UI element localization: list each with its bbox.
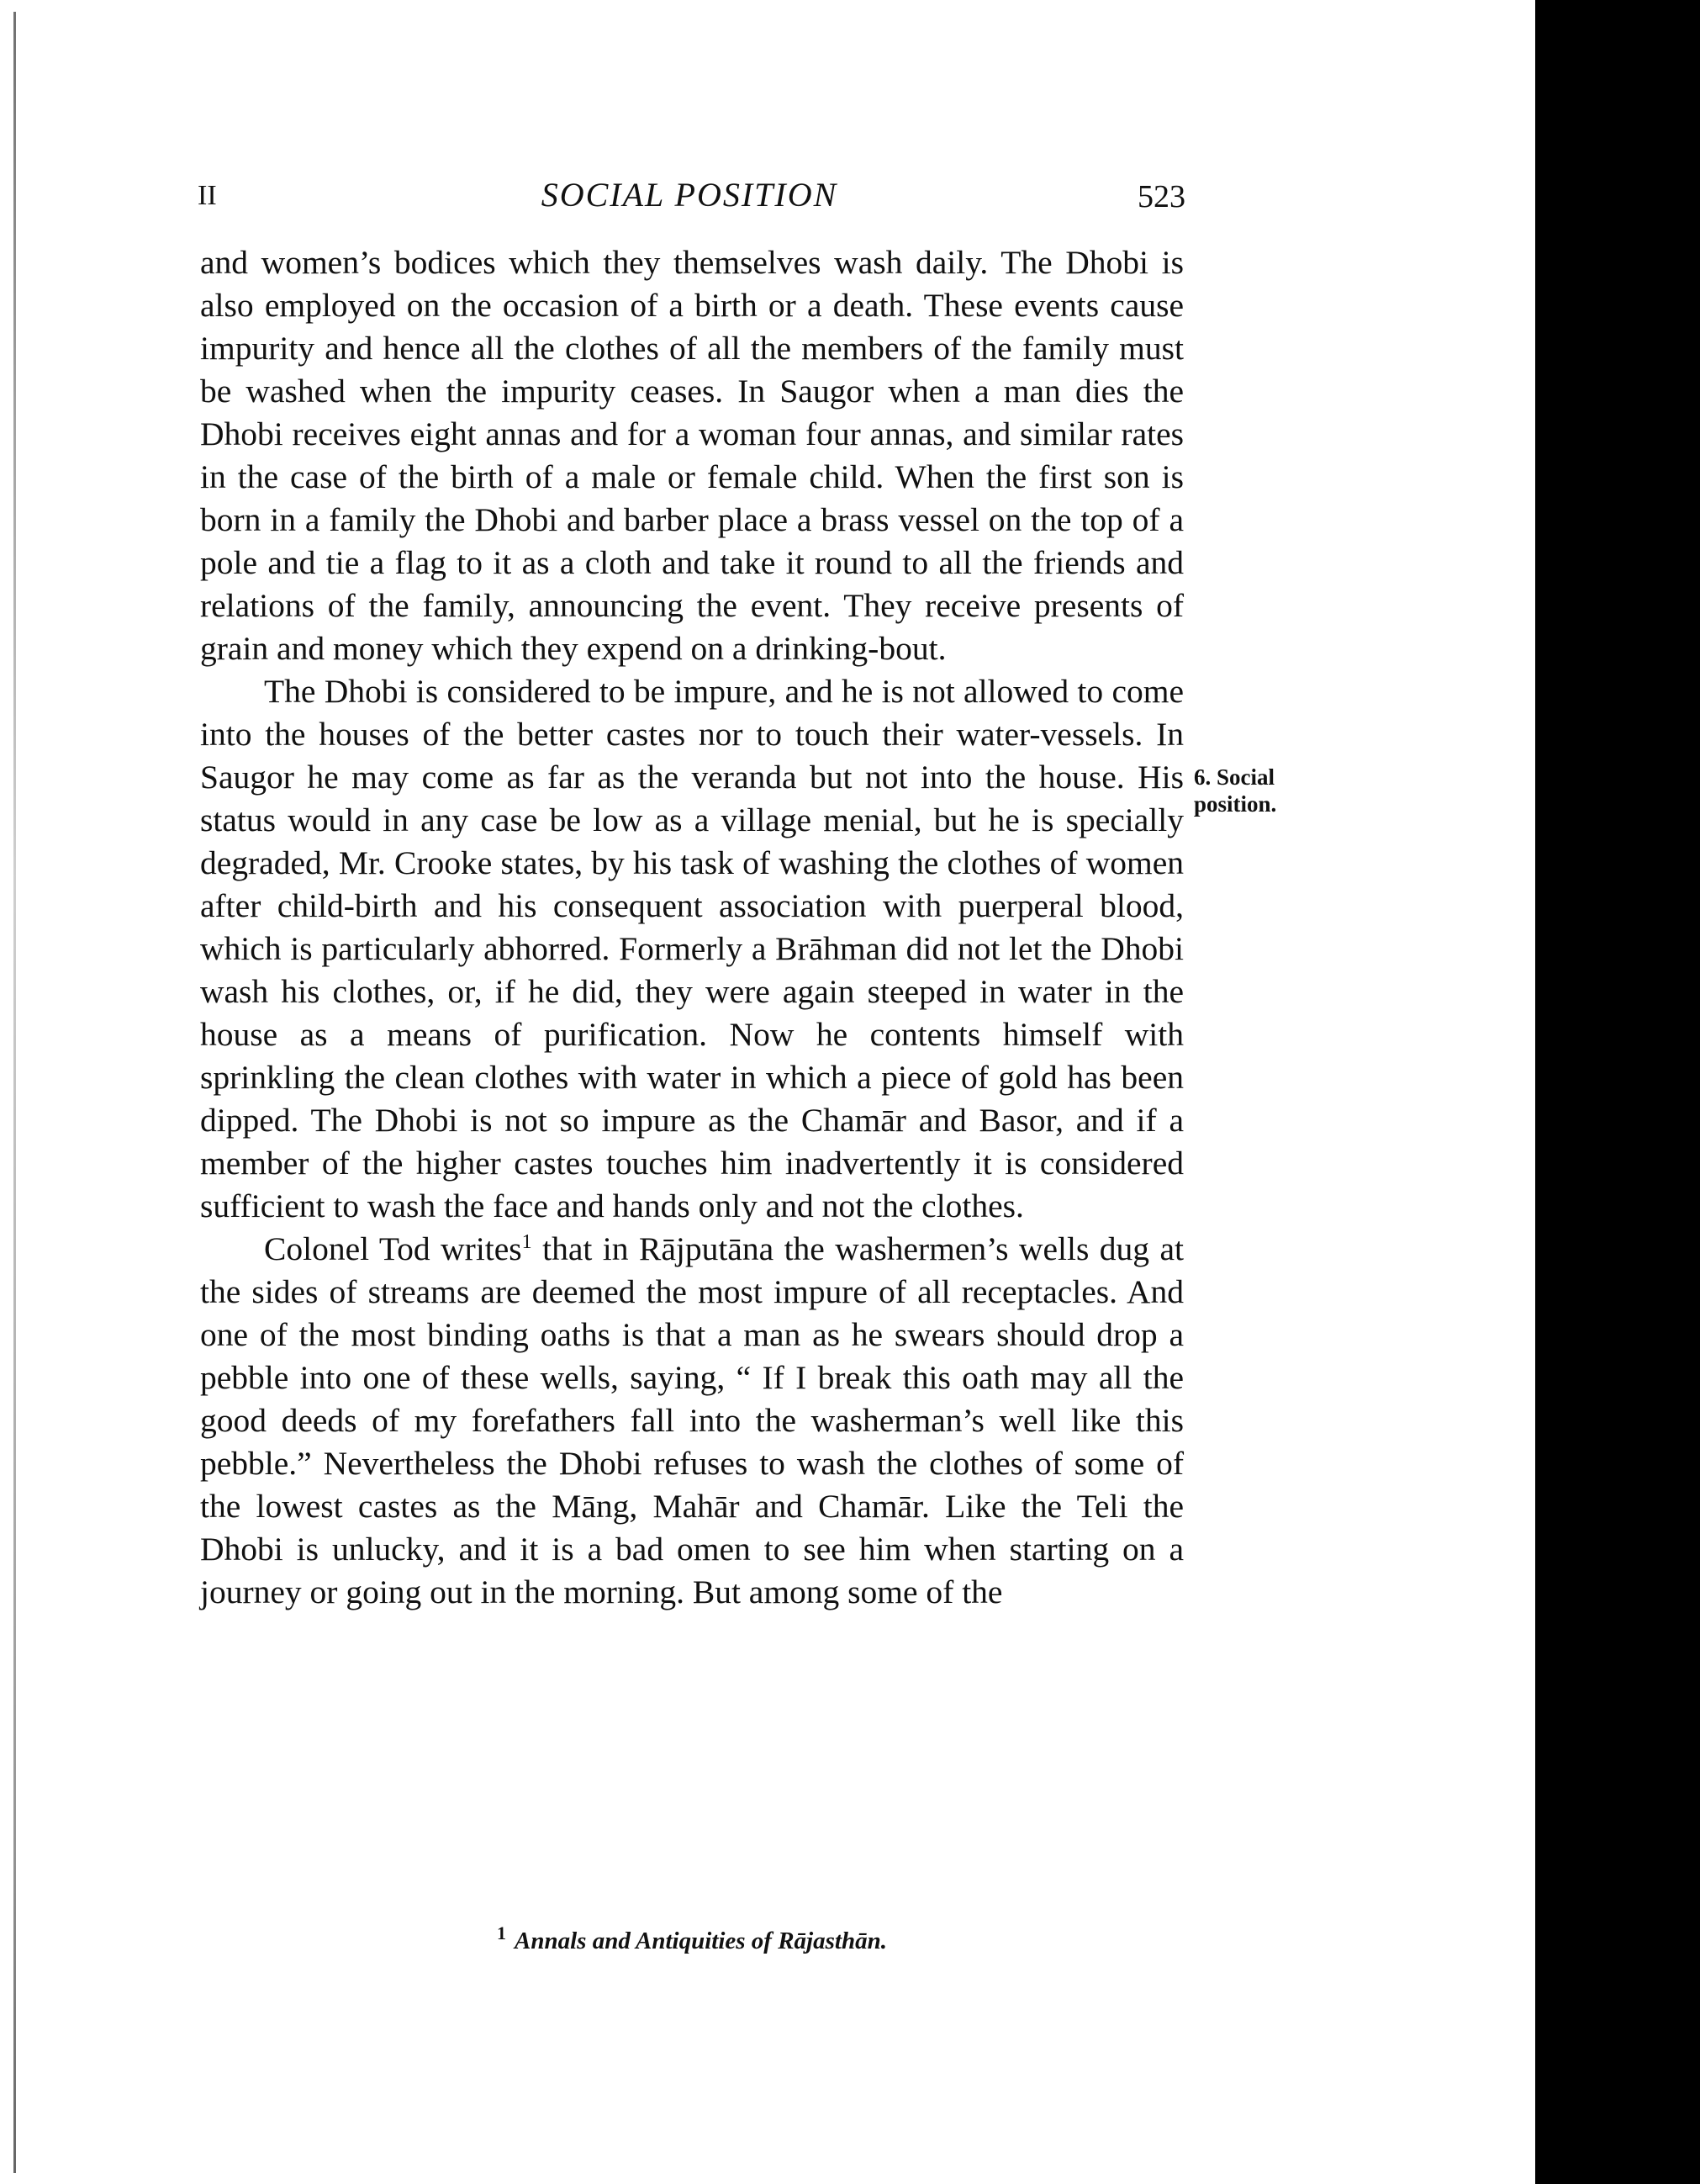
body-text bbox=[200, 241, 1184, 1614]
paragraph-1: and women’s bodices which they themselves wash daily. The Dhobi is also employed on the occasion of a birth or a death. These events cause impurity and hence all the clothes of all the members of the family must be washed when the impurity ceases. In Saugor when a man dies the Dhobi receives eight annas and for a woman four annas, and similar rates in the case of the birth of a male or female child. When the first son is born in a family the Dhobi and barber place a brass vessel on the top of a pole and tie a flag to it as a cloth and take it round to all the friends and relations of the family, announcing the event. They receive presents of grain and money which they expend on a drinking-bout. bbox=[200, 244, 1184, 667]
footnote-text: Annals and Antiquities of Rājasthān. bbox=[515, 1928, 887, 1954]
margin-sidenote: 6. Social position. bbox=[1194, 764, 1277, 817]
paragraph-2: The Dhobi is considered to be impure, and he is not allowed to come into the houses of the better castes nor to touch their water-vessels. In Saugor he may come as far as the veranda but not into the house. His status would in any case be low as a village menial, but he is specially degraded, Mr. Crooke states, by his task of washing the clothes of women after child-birth and his consequent association with puerperal blood, which is particularly abhorred. Formerly a Brāhman did not let the Dhobi wash his clothes, or, if he did, they were again steeped in water in the house as a means of purification. Now he contents himself with sprinkling the clean clothes with water in which a piece of gold has been dipped. The Dhobi is not so impure as the Chamār and Basor, and if a member of the higher castes touches him inadvertently it is considered sufficient to wash the face and hands only and not the clothes. bbox=[200, 673, 1184, 1224]
paragraph-3-start: Colonel Tod writes bbox=[264, 1230, 522, 1267]
page-title: SOCIAL POSITION bbox=[541, 176, 838, 214]
footnote bbox=[200, 1922, 1184, 1955]
footnote-mark: 1 bbox=[497, 1922, 507, 1944]
page-number: 523 bbox=[1138, 179, 1185, 214]
paragraph-3 bbox=[200, 1228, 1184, 1614]
scan-margin-band bbox=[1535, 0, 1700, 2184]
paragraph-3-rest: that in Rājputāna the washermen’s wells dug at the sides of streams are deemed the most impure of all receptacles. And one of the most binding oaths is that a man as he swears should drop a pebble into one of these wells, saying, “ If I break this oath may all the good deeds of my forefathers fall into the washerman’s well like this pebble.” Nevertheless the Dhobi refuses to wash the clothes of some of the lowest castes as the Māng, Mahār and Chamār. Like the Teli the Dhobi is unlucky, and it is a bad omen to see him when starting on a journey or going out in the morning. But among some of the bbox=[200, 1230, 1184, 1610]
chapter-number: II bbox=[198, 180, 217, 211]
page-gutter-line bbox=[13, 12, 16, 2173]
running-head bbox=[193, 175, 1185, 225]
footnote-reference: 1 bbox=[521, 1230, 532, 1253]
